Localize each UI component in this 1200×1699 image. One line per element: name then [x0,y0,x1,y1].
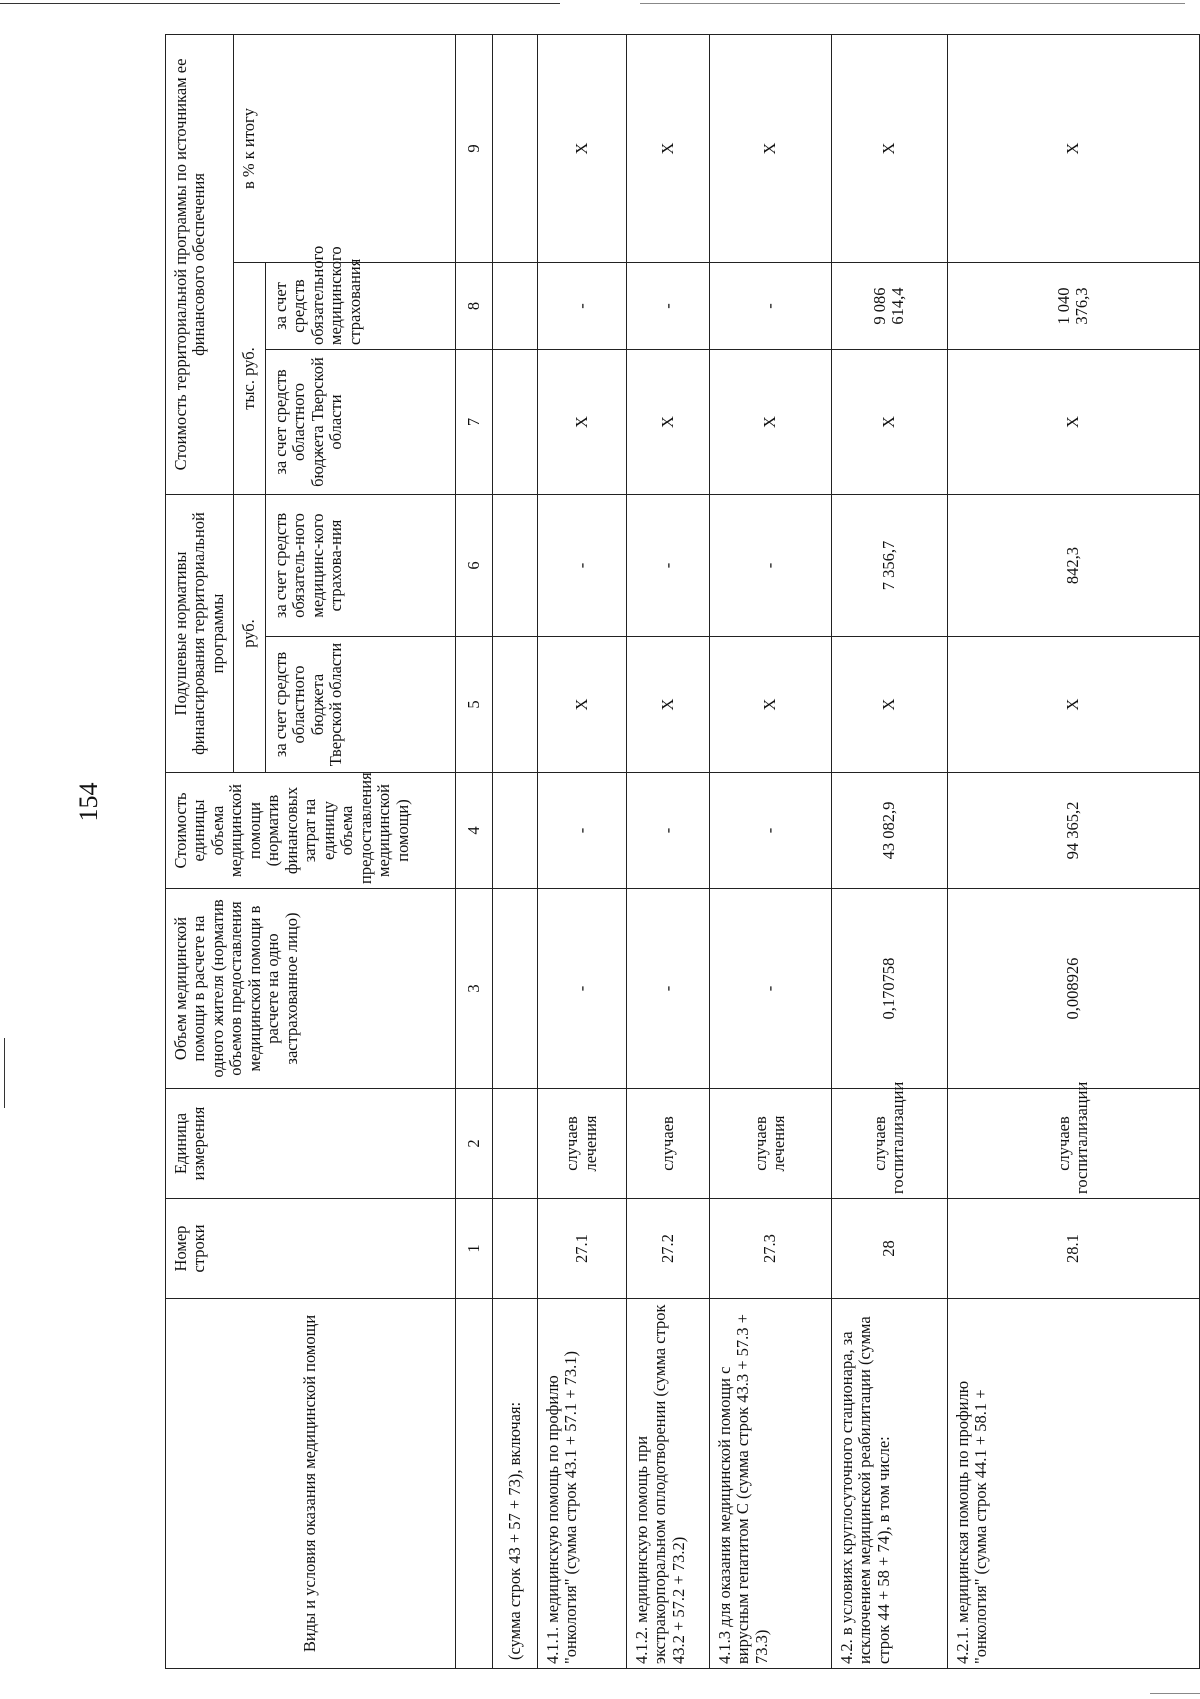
row-cost-budget: Х [626,350,709,495]
row-unit: случаев [626,1089,709,1199]
header-per-capita-budget: за счет средств областного бюджета Тверской области [265,637,455,773]
row-cost-budget: Х [831,350,947,495]
row-unit-cost: - [709,773,831,889]
row-per-capita-oms: - [537,495,626,637]
rotated-table-container [165,35,1200,1669]
row-unit: случаев лечения [709,1089,831,1199]
row-unit-cost: 43 082,9 [831,773,947,889]
row-cost-percent: Х [947,34,1199,262]
page-number: 154 [74,782,103,822]
header-row-number: Номер строки [166,1199,456,1299]
row-volume: - [709,889,831,1089]
header-unit-cost: Стоимость единицы объема медицинской помощи (норматив финансовых затрат на единицу объема предоставления медицинской помощи) [166,773,456,889]
column-number-cell: 8 [455,263,492,350]
row-cost-oms: - [709,263,831,350]
row-per-capita-oms: 842,3 [947,495,1199,637]
row-number: 28.1 [947,1199,1199,1299]
row-per-capita-oms: - [626,495,709,637]
row-per-capita-budget: Х [947,637,1199,773]
table-row [831,34,947,1668]
row-number: 27.3 [709,1199,831,1299]
scan-edge-line [1150,1693,1200,1694]
row-per-capita-oms: 7 356,7 [831,495,947,637]
header-cost-oms: за счет средств обязательного медицинского страхования [265,263,455,350]
row-unit-cost: 94 365,2 [947,773,1199,889]
column-number-cell: 1 [455,1199,492,1299]
row-cost-percent: Х [709,34,831,262]
column-number-row [455,34,492,1668]
scan-edge-line [640,3,1185,4]
row-cost-oms: - [537,263,626,350]
row-cost-budget: Х [947,350,1199,495]
column-number-cell [455,1299,492,1669]
row-cost-percent: Х [626,34,709,262]
row-unit-cost: - [537,773,626,889]
column-number-cell: 3 [455,889,492,1089]
row-per-capita-budget: Х [831,637,947,773]
column-number-cell: 2 [455,1089,492,1199]
row-unit: случаев госпитализации [831,1089,947,1199]
row-volume: - [537,889,626,1089]
row-per-capita-budget: Х [537,637,626,773]
row-cost-oms: - [626,263,709,350]
header-per-capita: Подушевые нормативы финансирования территориальной программы [166,495,234,773]
header-volume: Объем медицинской помощи в расчете на одного жителя (норматив объемов предоставления медицинской помощи в расчете на одно застрахованное лицо) [166,889,456,1089]
column-number-cell: 4 [455,773,492,889]
row-kind: 4.2.1. медицинская помощь по профилю "онкология" (сумма строк 44.1 + 58.1 + [947,1299,1199,1669]
row-kind: 4.1.1. медицинскую помощь по профилю "онкология" (сумма строк 43.1 + 57.1 + 73.1) [537,1299,626,1669]
financing-table [165,34,1200,1669]
table-row [492,34,537,1668]
table-row [709,34,831,1668]
row-cost-percent: Х [831,34,947,262]
row-number: 27.2 [626,1199,709,1299]
header-cost: Стоимость территориальной программы по источникам ее финансового обеспечения [166,34,234,494]
scan-edge-line [0,3,560,4]
row-kind: 4.1.2. медицинскую помощь при экстракорпоральном оплодотворении (сумма строк 43.2 + 57.2 + 73.2) [626,1299,709,1669]
row-volume: 0,008926 [947,889,1199,1089]
row-per-capita-budget: Х [709,637,831,773]
column-number-cell: 7 [455,350,492,495]
row-cost-percent: Х [537,34,626,262]
row-volume: 0,170758 [831,889,947,1089]
table-row [537,34,626,1668]
column-number-cell: 5 [455,637,492,773]
header-unit: Единица измерения [166,1089,456,1199]
header-cost-unit: тыс. руб. [234,263,265,495]
table-row [947,34,1199,1668]
row-volume: - [626,889,709,1089]
row-number: 28 [831,1199,947,1299]
column-number-cell: 9 [455,34,492,262]
row-unit: случаев лечения [537,1089,626,1199]
header-per-capita-unit: руб. [234,495,265,773]
row-cost-budget: Х [709,350,831,495]
header-cost-budget: за счет средств областного бюджета Тверской области [265,350,455,495]
row-kind: 4.2. в условиях круглосуточного стационара, за исключением медицинской реабилитации (сумма строк 44 + 58 + 74), в том числе: [831,1299,947,1669]
row-number: 27.1 [537,1199,626,1299]
header-per-capita-oms: за счет средств обязатель-ного медицинс-кого страхова-ния [265,495,455,637]
row-unit-cost: - [626,773,709,889]
continuation-text: (сумма строк 43 + 57 + 73), включая: [492,1299,537,1669]
row-unit: случаев госпитализации [947,1089,1199,1199]
table-row [626,34,709,1668]
row-per-capita-oms: - [709,495,831,637]
header-kinds: Виды и условия оказания медицинской помощи [166,1299,456,1669]
row-cost-oms: 1 040 376,3 [947,263,1199,350]
row-cost-budget: Х [537,350,626,495]
header-cost-percent: в % к итогу [234,34,455,262]
row-kind: 4.1.3 для оказания медицинской помощи с вирусным гепатитом С (сумма строк 43.3 + 57.3 + 73.3) [709,1299,831,1669]
scan-edge-mark [4,1038,5,1108]
row-cost-oms: 9 086 614,4 [831,263,947,350]
column-number-cell: 6 [455,495,492,637]
row-per-capita-budget: Х [626,637,709,773]
